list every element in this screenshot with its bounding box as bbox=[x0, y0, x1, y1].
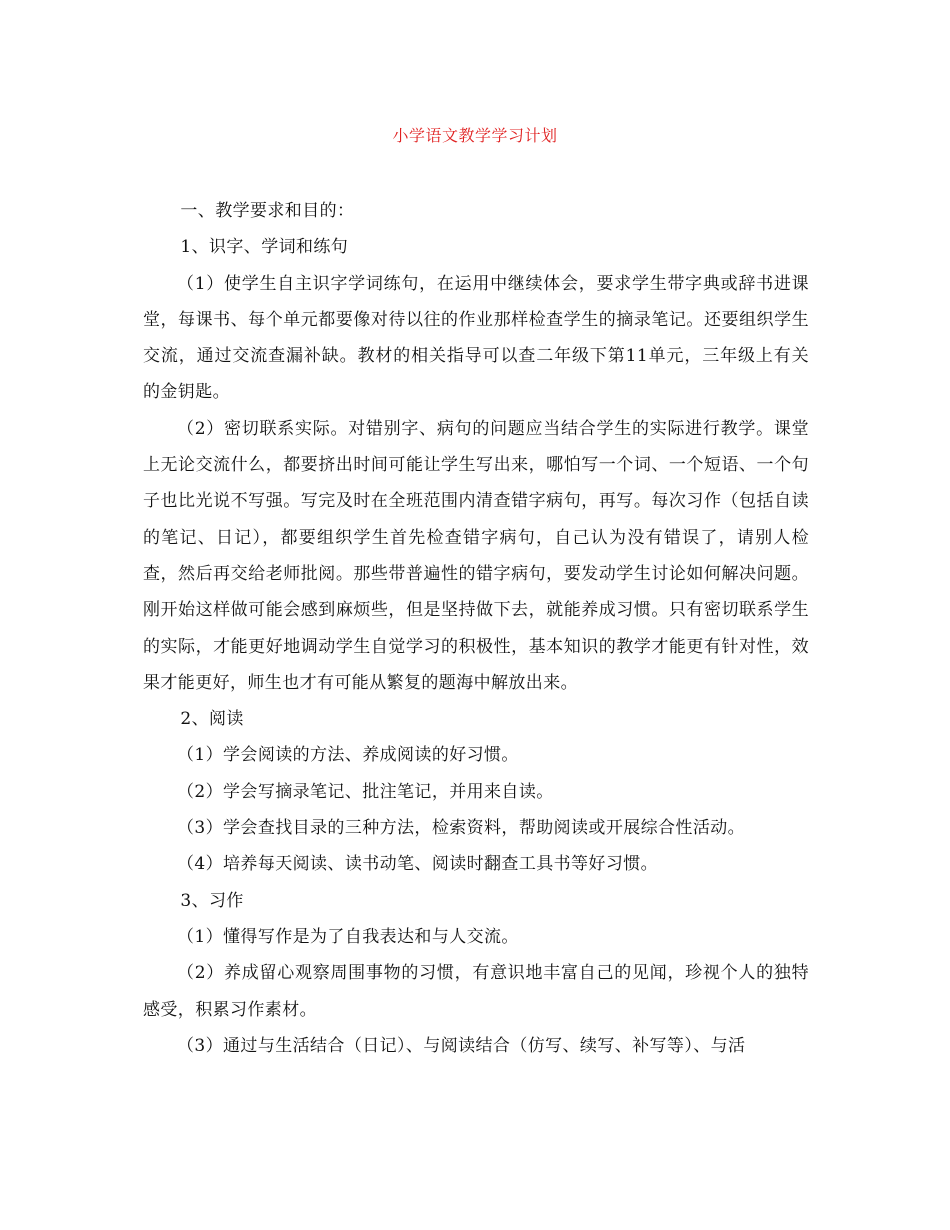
section-heading: 一、教学要求和目的： bbox=[180, 201, 355, 221]
list-item: （1）学会阅读的方法、养成阅读的好习惯。 bbox=[177, 745, 519, 766]
list-item: （3）通过与生活结合（日记）、与阅读结合（仿写、续写、补写等）、与活 bbox=[177, 1035, 746, 1056]
body-paragraph: （2）密切联系实际。对错别字、病句的问题应当结合学生的实际进行教学。课堂上无论交流什么，都要挤出时间可能让学生写出来，哪怕写一个词、一个短语、一个句子也比光说不写强。写完及时在全班范围内清查错字病句，再写。每次习作（包括自读的笔记、日记），都要组织学生首先检查错字病句，自己认为没有错误了，请别人检查，然后再交给老师批阅。那些带普遍性的错字病句，要发动学生讨论如何解决问题。刚开始这样做可能会感到麻烦些，但是坚持做下去，就能养成习惯。只有密切联系学生的实际，才能更好地调动学生自觉学习的积极性，基本知识的教学才能更有针对性，效果才能更好，师生也才有可能从繁复的题海中解放出来。 bbox=[143, 418, 809, 693]
list-item: （2）养成留心观察周围事物的习惯，有意识地丰富自己的见闻，珍视个人的独特感受，积累习作素材。 bbox=[143, 963, 809, 1020]
subsection-heading: 2、阅读 bbox=[180, 709, 244, 730]
subsection-heading: 1、识字、学词和练句 bbox=[180, 237, 349, 258]
list-item: （1）懂得写作是为了自我表达和与人交流。 bbox=[177, 926, 519, 947]
document-title: 小学语文教学学习计划 bbox=[392, 126, 558, 145]
list-item: （3）学会查找目录的三种方法，检索资料，帮助阅读或开展综合性活动。 bbox=[177, 818, 746, 839]
body-paragraph: （1）使学生自主识字学词练句，在运用中继续体会，要求学生带字典或辞书进课堂，每课书、每个单元都要像对待以往的作业那样检查学生的摘录笔记。还要组织学生交流，通过交流查漏补缺。教材的相关指导可以查二年级下第11单元，三年级上有关的金钥匙。 bbox=[143, 273, 809, 403]
list-item: （4）培养每天阅读、读书动笔、阅读时翻查工具书等好习惯。 bbox=[177, 854, 659, 875]
list-item: （2）学会写摘录笔记、批注笔记，并用来自读。 bbox=[177, 781, 554, 802]
document-body bbox=[143, 193, 809, 1064]
subsection-heading: 3、习作 bbox=[180, 890, 244, 911]
